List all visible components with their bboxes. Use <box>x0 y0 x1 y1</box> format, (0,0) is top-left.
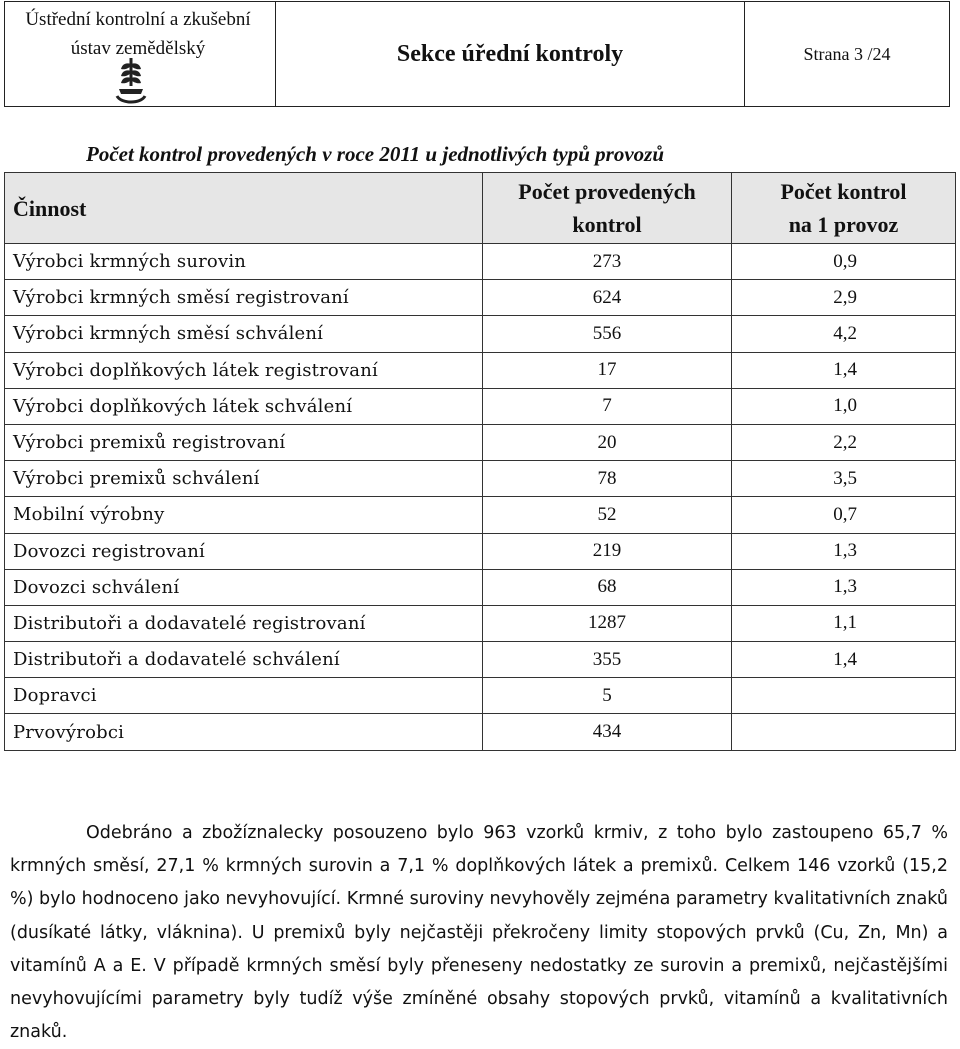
table-row <box>5 678 956 714</box>
table-row <box>5 642 956 678</box>
table-row <box>5 316 956 352</box>
column-header-activity: Činnost <box>5 173 483 244</box>
row-ratio: 0,7 <box>732 497 956 533</box>
row-count: 68 <box>483 569 732 605</box>
row-ratio: 2,9 <box>732 280 956 316</box>
row-count: 624 <box>483 280 732 316</box>
row-name: Mobilní výrobny <box>5 497 483 533</box>
row-name: Dovozci registrovaní <box>5 533 483 569</box>
table-row <box>5 424 956 460</box>
institution-cell <box>5 2 276 107</box>
row-count: 556 <box>483 316 732 352</box>
row-name: Výrobci doplňkových látek schválení <box>5 388 483 424</box>
table-caption: Počet kontrol provedených v roce 2011 u jednotlivých typů provozů <box>86 142 665 166</box>
column-header-ratio-line-1: Počet kontrol <box>780 179 907 204</box>
table-row <box>5 533 956 569</box>
row-name: Výrobci premixů schválení <box>5 461 483 497</box>
table-row <box>5 569 956 605</box>
results-paragraph: Odebráno a zbožíznalecky posouzeno bylo 963 vzorků krmiv, z toho bylo zastoupeno 65,7 % krmných směsí, 27,1 % krmných surovin a 7,1 % doplňkových látek a premixů. Celkem 146 vzorků (15,2 %) bylo hodnoceno jako nevyhovující. Krmné suroviny nevyhověly zejména parametry kvalitativních znaků (dusíkaté látky, vláknina). U premixů byly nejčastěji překročeny limity stopových prvků (Cu, Zn, Mn) a vitamínů A a E. V případě krmných směsí byly přeneseny nedostatky ze surovin a premixů, nejčastějšími nevyhovujícími parametry byly tudíž výše zmíněné obsahy stopových prvků, vitamínů a kvalitativních znaků. <box>10 823 948 1043</box>
table-header-row <box>5 173 956 244</box>
row-name: Distributoři a dodavatelé schválení <box>5 642 483 678</box>
table-row <box>5 714 956 750</box>
table-row <box>5 461 956 497</box>
row-ratio: 1,3 <box>732 533 956 569</box>
row-count: 219 <box>483 533 732 569</box>
row-ratio: 1,3 <box>732 569 956 605</box>
page-header <box>4 1 950 107</box>
row-name: Výrobci krmných surovin <box>5 244 483 280</box>
column-header-ratio-line-2: na 1 provoz <box>788 212 899 237</box>
institution-name <box>7 5 269 63</box>
row-ratio: 1,4 <box>732 642 956 678</box>
row-count: 1287 <box>483 605 732 641</box>
row-name: Výrobci doplňkových látek registrovaní <box>5 352 483 388</box>
row-name: Dovozci schválení <box>5 569 483 605</box>
row-ratio: 2,2 <box>732 424 956 460</box>
row-count: 78 <box>483 461 732 497</box>
row-name: Prvovýrobci <box>5 714 483 750</box>
row-name: Výrobci krmných směsí registrovaní <box>5 280 483 316</box>
row-ratio <box>732 678 956 714</box>
row-name: Dopravci <box>5 678 483 714</box>
row-count: 5 <box>483 678 732 714</box>
row-count: 434 <box>483 714 732 750</box>
page-number-cell <box>745 2 950 107</box>
row-ratio: 1,4 <box>732 352 956 388</box>
row-count: 17 <box>483 352 732 388</box>
table-row <box>5 497 956 533</box>
row-name: Distributoři a dodavatelé registrovaní <box>5 605 483 641</box>
row-count: 20 <box>483 424 732 460</box>
section-cell <box>276 2 745 107</box>
row-name: Výrobci premixů registrovaní <box>5 424 483 460</box>
row-ratio: 1,0 <box>732 388 956 424</box>
institution-line-2: ústav zemědělský <box>70 38 206 59</box>
institution-logo-icon <box>111 56 151 106</box>
row-count: 273 <box>483 244 732 280</box>
column-header-ratio <box>732 173 956 244</box>
inspections-table <box>4 172 956 751</box>
table-row <box>5 605 956 641</box>
column-header-count-line-2: kontrol <box>572 212 642 237</box>
row-ratio <box>732 714 956 750</box>
page-number: Strana 3 /24 <box>803 43 891 64</box>
row-count: 52 <box>483 497 732 533</box>
row-count: 355 <box>483 642 732 678</box>
row-ratio: 4,2 <box>732 316 956 352</box>
table-row <box>5 352 956 388</box>
column-header-count <box>483 173 732 244</box>
row-ratio: 0,9 <box>732 244 956 280</box>
institution-line-1: Ústřední kontrolní a zkušební <box>25 9 251 30</box>
table-body <box>5 244 956 751</box>
row-ratio: 1,1 <box>732 605 956 641</box>
table-row <box>5 244 956 280</box>
table-row <box>5 280 956 316</box>
table-row <box>5 388 956 424</box>
row-name: Výrobci krmných směsí schválení <box>5 316 483 352</box>
row-ratio: 3,5 <box>732 461 956 497</box>
row-count: 7 <box>483 388 732 424</box>
section-title: Sekce úřední kontroly <box>396 40 624 67</box>
column-header-count-line-1: Počet provedených <box>518 179 696 204</box>
